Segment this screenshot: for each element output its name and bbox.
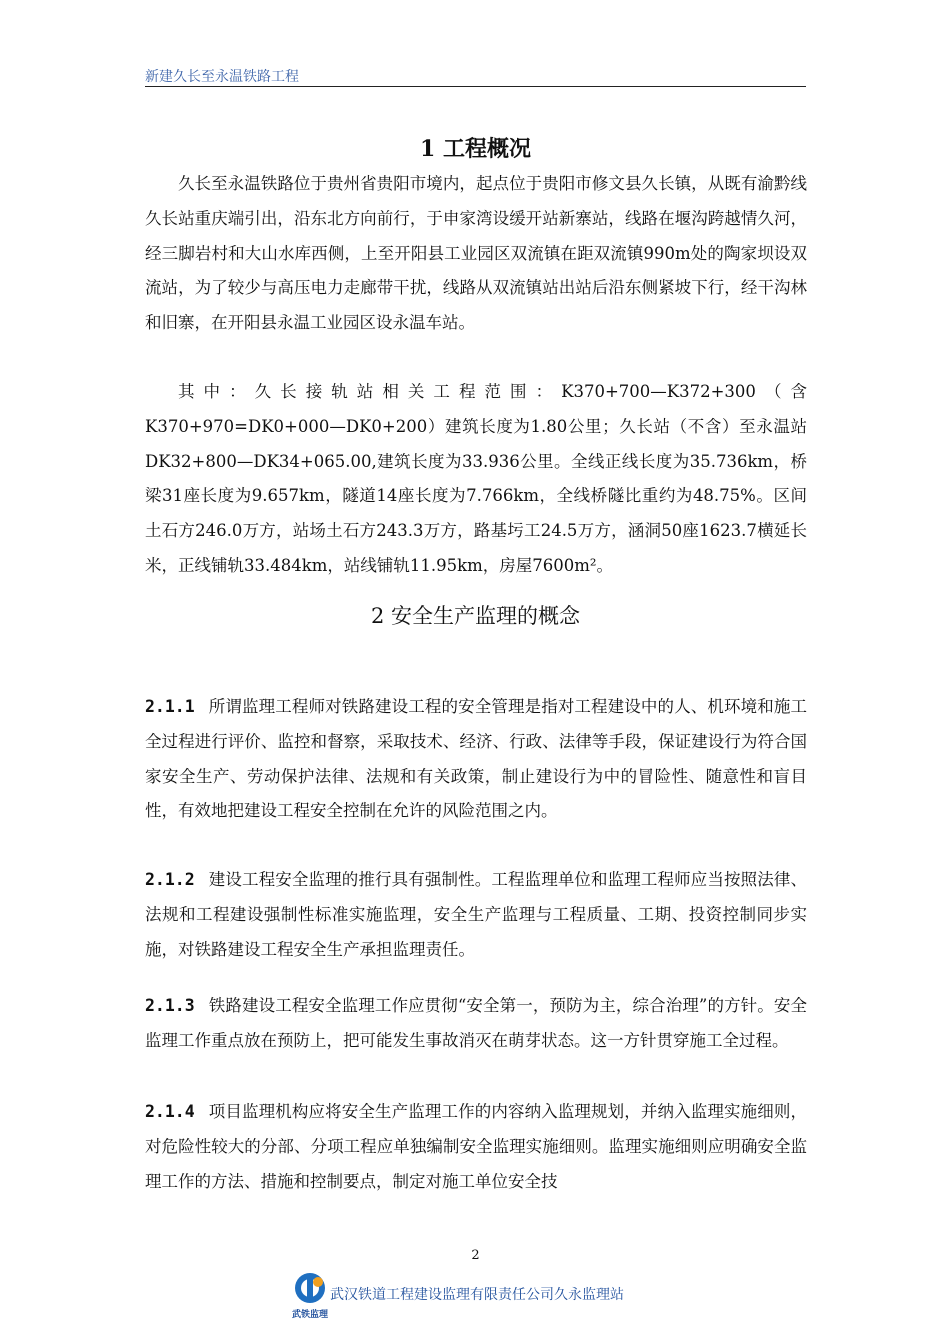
header-title: 新建久长至永温铁路工程	[145, 69, 299, 85]
clause-number: 2.1.3	[145, 996, 195, 1015]
footer-company: 武汉铁道工程建设监理有限责任公司久永监理站	[330, 1287, 624, 1303]
section1-paragraph-1: 久长至永温铁路位于贵州省贵阳市境内，起点位于贵阳市修文县久长镇，从既有渝黔线久长站重庆端引出，沿东北方向前行，于申家湾设缓开站新寨站，线路在堰沟跨越情久河，经三脚岩村和大山水库西侧，上至开阳县工业园区双流镇在距双流镇990m处的陶家坝设双流站，为了较少与高压电力走廊带干扰，线路从双流镇站出站后沿东侧紧坡下行，经干沟林和旧寨，在开阳县永温工业园区设永温车站。	[145, 174, 807, 333]
clause-item	[145, 690, 807, 829]
clause-item	[145, 863, 807, 967]
section2-heading: 2 安全生产监理的概念	[370, 604, 581, 628]
clause-text: 所谓监理工程师对铁路建设工程的安全管理是指对工程建设中的人、机环境和施工全过程进行评价、监控和督察，采取技术、经济、行政、法律等手段，保证建设行为符合国家安全生产、劳动保护法律、法规和有关政策，制止建设行为中的冒险性、随意性和盲目性，有效地把建设工程安全控制在允许的风险范围之内。	[145, 697, 807, 821]
section1-paragraph-2: 其中：久长接轨站相关工程范围：K370+700—K372+300（含K370+970=DK0+000—DK0+200）建筑长度为1.80公里；久长站（不含）至永温站DK32+800—DK34+065.00,建筑长度为33.936公里。全线正线长度为35.736km，桥梁31座长度为9.657km，隧道14座长度为7.766km，全线桥隧比重约为48.75%。区间土石方246.0万方，站场土石方243.3万方，路基圬工24.5万方，涵洞50座1623.7横延长米，正线铺轨33.484km，站线铺轨11.95km，房屋7600m²。	[145, 382, 807, 575]
page-number: 2	[471, 1248, 480, 1263]
clause-text: 铁路建设工程安全监理工作应贯彻“安全第一，预防为主，综合治理”的方针。安全监理工作重点放在预防上，把可能发生事故消灭在萌芽状态。这一方针贯穿施工全过程。	[145, 996, 807, 1050]
clause-number: 2.1.4	[145, 1102, 195, 1121]
clause-item	[145, 1095, 807, 1199]
section1-heading: 1 工程概况	[420, 136, 531, 162]
company-logo-icon	[288, 1270, 336, 1322]
clause-text: 项目监理机构应将安全生产监理工作的内容纳入监理规划，并纳入监理实施细则，对危险性较大的分部、分项工程应单独编制安全监理实施细则。监理实施细则应明确安全监理工作的方法、措施和控制要点，制定对施工单位安全技	[145, 1102, 807, 1191]
clause-item	[145, 989, 807, 1059]
svg-text:武铁监理: 武铁监理	[291, 1310, 329, 1320]
clause-number: 2.1.1	[145, 697, 195, 716]
clause-number: 2.1.2	[145, 870, 195, 889]
clause-text: 建设工程安全监理的推行具有强制性。工程监理单位和监理工程师应当按照法律、法规和工程建设强制性标准实施监理，安全生产监理与工程质量、工期、投资控制同步实施，对铁路建设工程安全生产承担监理责任。	[145, 870, 807, 959]
header-divider	[145, 86, 806, 87]
